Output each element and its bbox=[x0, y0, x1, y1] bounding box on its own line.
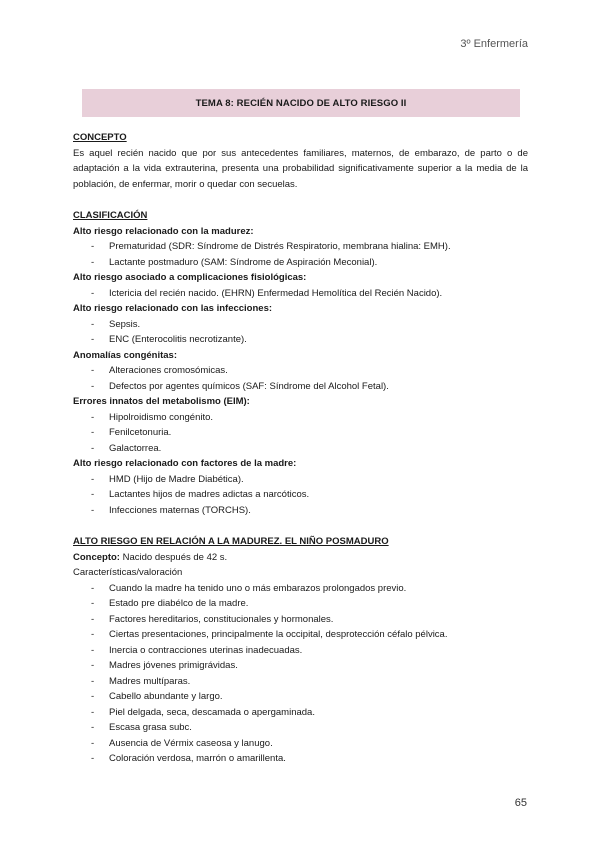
caracteristicas-label: Características/valoración bbox=[73, 567, 183, 578]
clasificacion-group-items bbox=[73, 239, 528, 270]
posmaduro-concepto bbox=[73, 550, 528, 566]
clasificacion-list bbox=[73, 224, 528, 519]
list-item: - Fenilcetonuria. bbox=[73, 425, 528, 441]
clasificacion-group-items bbox=[73, 363, 528, 394]
list-item: - Madres multíparas. bbox=[73, 674, 528, 690]
list-item: - Lactantes hijos de madres adictas a narcóticos. bbox=[73, 487, 528, 503]
page-title: TEMA 8: RECIÉN NACIDO DE ALTO RIESGO II bbox=[82, 89, 520, 117]
clasificacion-group-title: Alto riesgo relacionado con la madurez: bbox=[73, 225, 254, 237]
list-item: - Escasa grasa subc. bbox=[73, 720, 528, 736]
caracteristicas-list bbox=[73, 581, 528, 767]
list-item: - Ausencia de Vérmix caseosa y lanugo. bbox=[73, 736, 528, 752]
list-item: - Defectos por agentes químicos (SAF: Síndrome del Alcohol Fetal). bbox=[73, 379, 528, 395]
clasificacion-group-title: Alto riesgo relacionado con factores de la madre: bbox=[73, 458, 297, 469]
concepto-value: Nacido después de 42 s. bbox=[119, 551, 228, 563]
list-item: - Prematuridad (SDR: Síndrome de Distrés Respiratorio, membrana hialina: EMH). bbox=[73, 239, 528, 255]
list-item: - Ictericia del recién nacido. (EHRN) Enfermedad Hemolítica del Recién Nacido). bbox=[73, 286, 528, 302]
clasificacion-group-title: Anomalías congénitas: bbox=[73, 349, 177, 361]
list-item: - Coloración verdosa, marrón o amarillenta. bbox=[73, 751, 528, 767]
list-item: - Piel delgada, seca, descamada o apergaminada. bbox=[73, 705, 528, 721]
list-item: - ENC (Enterocolitis necrotizante). bbox=[73, 332, 528, 348]
list-item: - Cabello abundante y largo. bbox=[73, 689, 528, 705]
list-item: - Alteraciones cromosómicas. bbox=[73, 363, 528, 379]
list-item: - Lactante postmaduro (SAM: Síndrome de Aspiración Meconial). bbox=[73, 255, 528, 271]
list-item: - Galactorrea. bbox=[73, 441, 528, 457]
concepto-text: Es aquel recién nacido que por sus antecedentes familiares, maternos, de embarazo, de parto o de adaptación a la vida extrauterina, presenta una probabilidad significativamente superior a la media de la población, de enfermar, morir o quedar con secuelas. bbox=[73, 147, 528, 190]
clasificacion-group-items bbox=[73, 410, 528, 457]
concepto-label: Concepto: bbox=[73, 551, 120, 563]
page-number: 65 bbox=[514, 797, 527, 809]
clasificacion-group-title: Errores innatos del metabolismo (EIM): bbox=[73, 396, 250, 407]
list-item: - Sepsis. bbox=[73, 317, 528, 333]
list-item: - Cuando la madre ha tenido uno o más embarazos prolongados previo. bbox=[73, 581, 528, 597]
document-body bbox=[73, 130, 528, 767]
list-item: - Madres jóvenes primigrávidas. bbox=[73, 658, 528, 674]
posmaduro-heading: ALTO RIESGO EN RELACIÓN A LA MADUREZ. EL NIÑO POSMADURO bbox=[73, 536, 389, 547]
clasificacion-group-title: Alto riesgo relacionado con las infecciones: bbox=[73, 303, 273, 314]
list-item: - Ciertas presentaciones, principalmente la occipital, desprotección céfalo pélvica. bbox=[73, 627, 528, 643]
list-item: - HMD (Hijo de Madre Diabética). bbox=[73, 472, 528, 488]
list-item: - Factores hereditarios, constitucionales y hormonales. bbox=[73, 612, 528, 628]
clasificacion-group-items bbox=[73, 286, 528, 302]
list-item: - Estado pre diabélco de la madre. bbox=[73, 596, 528, 612]
list-item: - Inercia o contracciones uterinas inadecuadas. bbox=[73, 643, 528, 659]
list-item: - Infecciones maternas (TORCHS). bbox=[73, 503, 528, 519]
clasificacion-group-items bbox=[73, 472, 528, 519]
clasificacion-group-items bbox=[73, 317, 528, 348]
course-header: 3º Enfermería bbox=[460, 38, 528, 50]
clasificacion-heading: CLASIFICACIÓN bbox=[73, 210, 148, 221]
clasificacion-group-title: Alto riesgo asociado a complicaciones fisiológicas: bbox=[73, 272, 307, 283]
concepto-heading: CONCEPTO bbox=[73, 132, 127, 143]
list-item: - Hipolroidismo congénito. bbox=[73, 410, 528, 426]
